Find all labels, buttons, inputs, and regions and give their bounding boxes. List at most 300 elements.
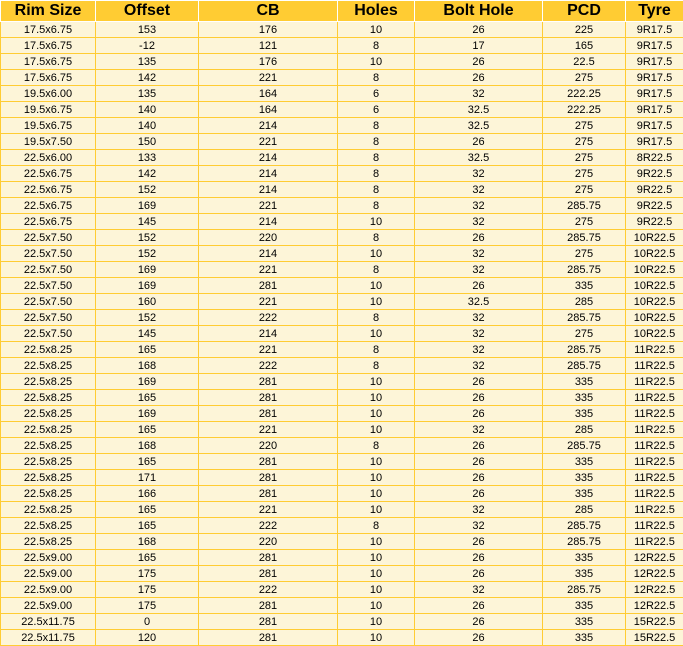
cell-offset: 133 [96,150,199,166]
cell-tyre: 10R22.5 [626,246,683,262]
cell-offset: 160 [96,294,199,310]
table-row [1,198,683,214]
cell-offset: 165 [96,422,199,438]
cell-bolt-hole: 32.5 [415,118,543,134]
table-row [1,182,683,198]
cell-tyre: 9R17.5 [626,102,683,118]
cell-cb: 221 [199,262,338,278]
cell-cb: 220 [199,534,338,550]
cell-pcd: 285.75 [543,534,626,550]
cell-offset: 135 [96,54,199,70]
cell-tyre: 9R22.5 [626,198,683,214]
cell-cb: 221 [199,198,338,214]
table-row [1,614,683,630]
cell-pcd: 285.75 [543,310,626,326]
cell-rim-size: 22.5x9.00 [1,550,96,566]
table-row [1,550,683,566]
cell-rim-size: 19.5x6.75 [1,118,96,134]
cell-cb: 176 [199,54,338,70]
cell-tyre: 15R22.5 [626,630,683,646]
table-row [1,22,683,38]
cell-holes: 10 [338,326,415,342]
cell-rim-size: 22.5x8.25 [1,358,96,374]
cell-pcd: 285.75 [543,358,626,374]
cell-rim-size: 22.5x6.00 [1,150,96,166]
table-row [1,406,683,422]
cell-rim-size: 22.5x8.25 [1,422,96,438]
cell-cb: 214 [199,150,338,166]
cell-tyre: 10R22.5 [626,230,683,246]
table-row [1,54,683,70]
table-row [1,118,683,134]
cell-cb: 214 [199,166,338,182]
table-row [1,86,683,102]
cell-rim-size: 22.5x6.75 [1,182,96,198]
cell-holes: 6 [338,86,415,102]
cell-pcd: 275 [543,246,626,262]
cell-tyre: 11R22.5 [626,518,683,534]
table-row [1,70,683,86]
header-rim-size: Rim Size [1,1,96,22]
table-row [1,214,683,230]
cell-bolt-hole: 17 [415,38,543,54]
cell-holes: 8 [338,342,415,358]
cell-offset: 165 [96,518,199,534]
cell-bolt-hole: 26 [415,134,543,150]
cell-bolt-hole: 32 [415,262,543,278]
cell-bolt-hole: 32 [415,422,543,438]
cell-pcd: 335 [543,550,626,566]
table-row [1,486,683,502]
table-row [1,422,683,438]
cell-rim-size: 22.5x7.50 [1,246,96,262]
cell-cb: 281 [199,454,338,470]
cell-tyre: 9R17.5 [626,54,683,70]
cell-holes: 8 [338,438,415,454]
cell-cb: 176 [199,22,338,38]
cell-offset: 175 [96,598,199,614]
cell-offset: 169 [96,198,199,214]
cell-bolt-hole: 26 [415,278,543,294]
cell-tyre: 8R22.5 [626,150,683,166]
cell-rim-size: 22.5x8.25 [1,438,96,454]
cell-rim-size: 22.5x8.25 [1,390,96,406]
cell-bolt-hole: 32 [415,518,543,534]
cell-bolt-hole: 26 [415,534,543,550]
cell-bolt-hole: 32.5 [415,150,543,166]
cell-rim-size: 17.5x6.75 [1,70,96,86]
cell-rim-size: 22.5x8.25 [1,470,96,486]
table-row [1,342,683,358]
header-bolt-hole: Bolt Hole [415,1,543,22]
cell-pcd: 335 [543,374,626,390]
cell-bolt-hole: 32 [415,86,543,102]
cell-cb: 281 [199,566,338,582]
cell-tyre: 9R17.5 [626,70,683,86]
cell-offset: 165 [96,502,199,518]
cell-bolt-hole: 26 [415,598,543,614]
cell-pcd: 335 [543,454,626,470]
cell-cb: 222 [199,310,338,326]
table-row [1,502,683,518]
cell-pcd: 285.75 [543,582,626,598]
cell-tyre: 9R22.5 [626,166,683,182]
cell-bolt-hole: 32 [415,310,543,326]
table-row [1,518,683,534]
cell-bolt-hole: 26 [415,406,543,422]
cell-bolt-hole: 26 [415,230,543,246]
cell-rim-size: 22.5x7.50 [1,278,96,294]
cell-tyre: 9R17.5 [626,38,683,54]
cell-holes: 10 [338,454,415,470]
cell-pcd: 285 [543,502,626,518]
cell-pcd: 285.75 [543,342,626,358]
cell-holes: 10 [338,534,415,550]
cell-rim-size: 22.5x6.75 [1,198,96,214]
table-row [1,38,683,54]
cell-offset: 152 [96,230,199,246]
header-pcd: PCD [543,1,626,22]
cell-offset: 175 [96,566,199,582]
cell-bolt-hole: 26 [415,454,543,470]
table-body [1,22,683,646]
cell-rim-size: 22.5x7.50 [1,230,96,246]
cell-offset: 169 [96,262,199,278]
table-row [1,470,683,486]
cell-tyre: 11R22.5 [626,534,683,550]
cell-bolt-hole: 32 [415,326,543,342]
cell-holes: 8 [338,230,415,246]
cell-holes: 10 [338,278,415,294]
cell-rim-size: 22.5x8.25 [1,502,96,518]
header-holes: Holes [338,1,415,22]
cell-pcd: 285 [543,422,626,438]
cell-pcd: 275 [543,70,626,86]
cell-offset: 145 [96,214,199,230]
cell-bolt-hole: 32 [415,214,543,230]
table-row [1,566,683,582]
cell-bolt-hole: 26 [415,550,543,566]
cell-rim-size: 22.5x7.50 [1,294,96,310]
cell-cb: 221 [199,422,338,438]
cell-rim-size: 17.5x6.75 [1,38,96,54]
cell-tyre: 12R22.5 [626,598,683,614]
cell-pcd: 335 [543,278,626,294]
cell-rim-size: 17.5x6.75 [1,22,96,38]
cell-tyre: 11R22.5 [626,454,683,470]
cell-offset: 140 [96,118,199,134]
table-row [1,326,683,342]
cell-holes: 10 [338,486,415,502]
cell-pcd: 285.75 [543,230,626,246]
cell-holes: 8 [338,262,415,278]
cell-holes: 8 [338,182,415,198]
cell-bolt-hole: 32 [415,502,543,518]
cell-tyre: 11R22.5 [626,342,683,358]
cell-rim-size: 19.5x7.50 [1,134,96,150]
cell-holes: 10 [338,582,415,598]
cell-pcd: 335 [543,390,626,406]
cell-pcd: 275 [543,166,626,182]
cell-pcd: 335 [543,470,626,486]
cell-pcd: 285.75 [543,518,626,534]
cell-offset: 135 [96,86,199,102]
cell-offset: 152 [96,182,199,198]
cell-bolt-hole: 32 [415,358,543,374]
cell-bolt-hole: 32 [415,246,543,262]
header-tyre: Tyre [626,1,683,22]
cell-bolt-hole: 32 [415,582,543,598]
cell-cb: 221 [199,294,338,310]
cell-rim-size: 22.5x7.50 [1,310,96,326]
cell-holes: 10 [338,22,415,38]
cell-pcd: 285 [543,294,626,310]
table-row [1,166,683,182]
cell-pcd: 335 [543,614,626,630]
cell-cb: 281 [199,406,338,422]
cell-bolt-hole: 26 [415,390,543,406]
cell-offset: 169 [96,278,199,294]
cell-cb: 281 [199,390,338,406]
cell-holes: 8 [338,198,415,214]
cell-tyre: 10R22.5 [626,262,683,278]
cell-holes: 10 [338,550,415,566]
cell-rim-size: 22.5x8.25 [1,486,96,502]
cell-pcd: 275 [543,214,626,230]
cell-bolt-hole: 26 [415,70,543,86]
cell-cb: 214 [199,326,338,342]
cell-offset: -12 [96,38,199,54]
cell-pcd: 285.75 [543,198,626,214]
cell-holes: 10 [338,566,415,582]
cell-offset: 142 [96,166,199,182]
cell-tyre: 11R22.5 [626,406,683,422]
cell-cb: 221 [199,502,338,518]
cell-bolt-hole: 32 [415,166,543,182]
cell-rim-size: 22.5x6.75 [1,214,96,230]
table-row [1,598,683,614]
cell-cb: 222 [199,358,338,374]
cell-pcd: 165 [543,38,626,54]
cell-bolt-hole: 32.5 [415,294,543,310]
table-row [1,278,683,294]
cell-tyre: 12R22.5 [626,550,683,566]
table-row [1,102,683,118]
cell-cb: 214 [199,182,338,198]
cell-rim-size: 19.5x6.00 [1,86,96,102]
cell-offset: 152 [96,246,199,262]
cell-offset: 142 [96,70,199,86]
cell-holes: 8 [338,118,415,134]
cell-holes: 8 [338,70,415,86]
cell-cb: 221 [199,342,338,358]
cell-cb: 214 [199,118,338,134]
cell-holes: 8 [338,134,415,150]
cell-cb: 221 [199,134,338,150]
cell-cb: 214 [199,246,338,262]
cell-holes: 10 [338,294,415,310]
cell-holes: 8 [338,150,415,166]
cell-offset: 145 [96,326,199,342]
cell-offset: 153 [96,22,199,38]
cell-offset: 150 [96,134,199,150]
cell-cb: 281 [199,598,338,614]
cell-pcd: 285.75 [543,438,626,454]
cell-rim-size: 22.5x9.00 [1,582,96,598]
cell-pcd: 335 [543,566,626,582]
cell-cb: 281 [199,278,338,294]
cell-cb: 220 [199,438,338,454]
header-row [1,1,683,22]
cell-offset: 165 [96,550,199,566]
cell-pcd: 335 [543,598,626,614]
cell-bolt-hole: 26 [415,470,543,486]
cell-holes: 10 [338,422,415,438]
cell-holes: 10 [338,390,415,406]
cell-holes: 6 [338,102,415,118]
table-row [1,246,683,262]
cell-pcd: 275 [543,118,626,134]
cell-rim-size: 22.5x9.00 [1,598,96,614]
table-row [1,310,683,326]
cell-rim-size: 22.5x8.25 [1,406,96,422]
table-row [1,150,683,166]
cell-cb: 281 [199,470,338,486]
cell-cb: 121 [199,38,338,54]
cell-offset: 120 [96,630,199,646]
cell-rim-size: 22.5x8.25 [1,454,96,470]
cell-holes: 8 [338,518,415,534]
cell-pcd: 335 [543,630,626,646]
cell-tyre: 11R22.5 [626,422,683,438]
cell-tyre: 9R17.5 [626,134,683,150]
table-row [1,134,683,150]
cell-tyre: 11R22.5 [626,438,683,454]
cell-pcd: 275 [543,182,626,198]
cell-cb: 221 [199,70,338,86]
cell-pcd: 222.25 [543,102,626,118]
header-cb: CB [199,1,338,22]
cell-tyre: 10R22.5 [626,326,683,342]
cell-offset: 171 [96,470,199,486]
cell-pcd: 335 [543,486,626,502]
cell-rim-size: 22.5x7.50 [1,262,96,278]
cell-tyre: 11R22.5 [626,502,683,518]
cell-tyre: 12R22.5 [626,566,683,582]
cell-holes: 8 [338,166,415,182]
cell-tyre: 9R17.5 [626,22,683,38]
cell-holes: 10 [338,502,415,518]
cell-pcd: 275 [543,134,626,150]
cell-bolt-hole: 26 [415,614,543,630]
cell-holes: 8 [338,38,415,54]
cell-bolt-hole: 26 [415,566,543,582]
header-offset: Offset [96,1,199,22]
cell-tyre: 11R22.5 [626,358,683,374]
cell-bolt-hole: 26 [415,374,543,390]
cell-tyre: 11R22.5 [626,390,683,406]
cell-pcd: 22.5 [543,54,626,70]
cell-cb: 281 [199,486,338,502]
table-row [1,262,683,278]
cell-pcd: 275 [543,150,626,166]
cell-holes: 10 [338,214,415,230]
cell-pcd: 285.75 [543,262,626,278]
cell-offset: 165 [96,454,199,470]
cell-bolt-hole: 26 [415,54,543,70]
cell-bolt-hole: 32.5 [415,102,543,118]
cell-tyre: 10R22.5 [626,294,683,310]
cell-rim-size: 19.5x6.75 [1,102,96,118]
cell-bolt-hole: 26 [415,630,543,646]
cell-tyre: 10R22.5 [626,278,683,294]
cell-rim-size: 22.5x7.50 [1,326,96,342]
cell-pcd: 225 [543,22,626,38]
table-row [1,374,683,390]
cell-offset: 140 [96,102,199,118]
cell-pcd: 275 [543,326,626,342]
cell-tyre: 11R22.5 [626,470,683,486]
cell-offset: 168 [96,438,199,454]
cell-tyre: 11R22.5 [626,486,683,502]
cell-offset: 168 [96,358,199,374]
table-row [1,230,683,246]
cell-offset: 175 [96,582,199,598]
cell-holes: 8 [338,310,415,326]
table-row [1,582,683,598]
cell-bolt-hole: 26 [415,486,543,502]
cell-cb: 164 [199,86,338,102]
table-row [1,294,683,310]
cell-tyre: 10R22.5 [626,310,683,326]
cell-rim-size: 22.5x6.75 [1,166,96,182]
table-row [1,438,683,454]
cell-holes: 10 [338,406,415,422]
cell-rim-size: 22.5x11.75 [1,614,96,630]
cell-offset: 169 [96,406,199,422]
cell-tyre: 9R22.5 [626,182,683,198]
cell-cb: 220 [199,230,338,246]
cell-rim-size: 22.5x9.00 [1,566,96,582]
table-row [1,534,683,550]
table-row [1,390,683,406]
cell-pcd: 222.25 [543,86,626,102]
cell-offset: 169 [96,374,199,390]
cell-cb: 164 [199,102,338,118]
cell-cb: 222 [199,582,338,598]
cell-cb: 281 [199,550,338,566]
cell-tyre: 12R22.5 [626,582,683,598]
cell-holes: 10 [338,374,415,390]
cell-cb: 281 [199,374,338,390]
cell-holes: 10 [338,630,415,646]
cell-offset: 0 [96,614,199,630]
cell-cb: 214 [199,214,338,230]
cell-offset: 165 [96,342,199,358]
cell-bolt-hole: 32 [415,342,543,358]
cell-bolt-hole: 26 [415,438,543,454]
cell-tyre: 11R22.5 [626,374,683,390]
cell-rim-size: 22.5x8.25 [1,342,96,358]
cell-holes: 8 [338,358,415,374]
cell-offset: 152 [96,310,199,326]
cell-bolt-hole: 26 [415,22,543,38]
cell-rim-size: 22.5x8.25 [1,374,96,390]
cell-cb: 222 [199,518,338,534]
cell-cb: 281 [199,614,338,630]
cell-rim-size: 17.5x6.75 [1,54,96,70]
table-row [1,358,683,374]
